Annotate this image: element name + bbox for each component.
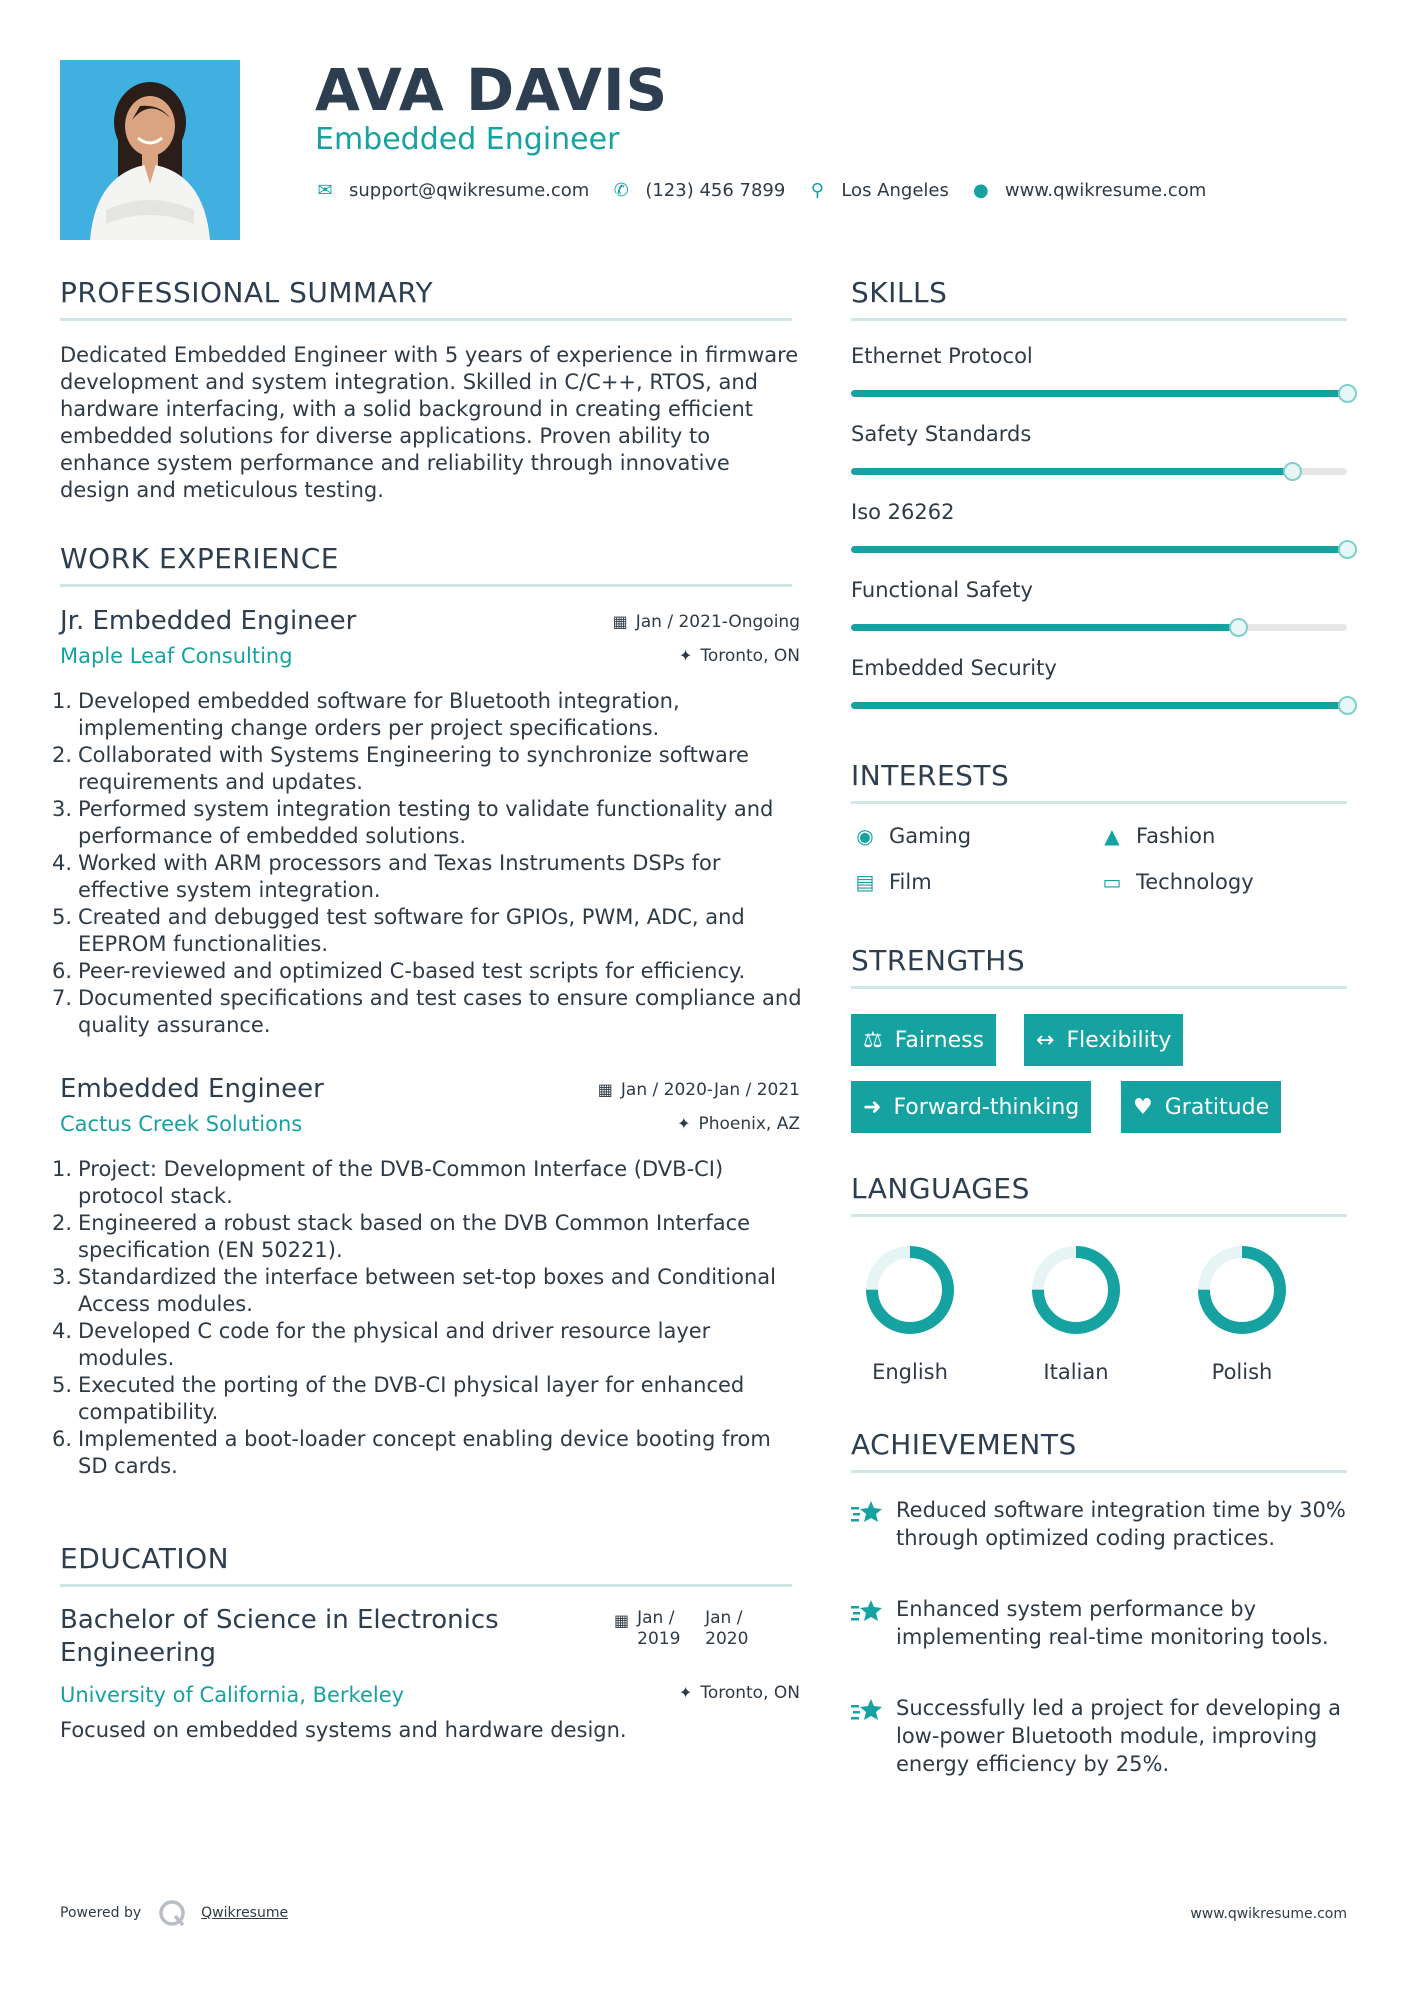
list-item: 5. Created and debugged test software for GPIOs, PWM, ADC, and EEPROM functionalities. [52,905,745,956]
job-company: Maple Leaf Consulting [60,644,293,668]
language-ring [862,1242,958,1338]
languages-heading: LANGUAGES [851,1172,1030,1205]
strength-badge-fairness [851,1014,996,1066]
job-date-text: Jan / 2020-Jan / 2021 [620,1080,800,1100]
language-italian [1011,1242,1141,1384]
education-divider [60,1584,792,1587]
list-item: 1. Developed embedded software for Bluetooth integration, implementing change orders per project specifications. [52,689,680,740]
strength-badge-forward-thinking [851,1081,1091,1133]
pushpin-icon: ✦ [678,1683,693,1702]
contact-website-text: www.qwikresume.com [1004,180,1207,201]
contact-website[interactable] [971,180,1206,201]
skill-bar-fill [851,390,1347,397]
skill-bar-knob [1338,696,1357,715]
calendar-icon: ▦ [597,1080,613,1099]
interest-label: Fashion [1136,824,1216,848]
job-location-text: Toronto, ON [700,646,800,666]
education-date [614,1608,773,1650]
footer-url[interactable]: www.qwikresume.com [1190,1906,1347,1922]
job-entry-1 [52,606,802,1046]
interest-technology [1098,870,1254,894]
job-role: Embedded Engineer [60,1074,324,1104]
list-item: 2. Collaborated with Systems Engineering to synchronize software requirements and updates. [52,743,749,794]
contact-email-text: support@qwikresume.com [349,180,590,201]
candidate-title: Embedded Engineer [315,122,620,157]
interest-fashion [1098,824,1215,848]
globe-icon: ● [972,180,989,201]
qwikresume-logo-icon [157,1898,187,1928]
interest-label: Film [889,870,932,894]
envelope-icon: ✉ [317,180,333,201]
profile-photo-illustration [60,60,240,240]
language-name: Polish [1211,1360,1273,1384]
list-item: 5. Executed the porting of the DVB-CI physical layer for enhanced compatibility. [52,1373,745,1424]
list-item: 3. Standardized the interface between set-top boxes and Conditional Access modules. [52,1265,776,1316]
education-location-text: Toronto, ON [700,1683,800,1703]
achievement-item [851,1694,1351,1784]
phone-icon: ✆ [613,180,629,201]
arrows-horizontal-icon: ↔ [1036,1027,1055,1053]
strength-label: Fairness [894,1027,985,1053]
contact-phone-text: (123) 456 7899 [645,180,786,201]
language-name: Italian [1043,1360,1109,1384]
job-role: Jr. Embedded Engineer [60,606,357,636]
interest-film [851,870,932,894]
skill-name: Safety Standards [851,422,1032,446]
achievement-text: Successfully led a project for developing a low-power Bluetooth module, improving energy efficiency by 25%. [896,1696,1342,1776]
laptop-icon: ▭ [1102,870,1122,894]
experience-heading: WORK EXPERIENCE [60,542,339,575]
strengths-divider [851,986,1347,989]
list-item: 4. Worked with ARM processors and Texas Instruments DSPs for effective system integration. [52,851,721,902]
skill-name: Ethernet Protocol [851,344,1033,368]
skill-bar [851,546,1347,553]
gamepad-icon: ◉ [856,824,874,848]
language-ring [1028,1242,1124,1338]
interest-label: Gaming [889,824,972,848]
skill-bar [851,624,1347,631]
shopping-bag-icon: ▲ [1104,824,1120,848]
strength-label: Forward-thinking [893,1094,1080,1120]
education-location [679,1683,800,1703]
footer-powered-by [60,1898,288,1928]
arrow-right-icon: ➜ [863,1094,882,1120]
balance-scale-icon: ⚖ [863,1027,883,1053]
candidate-name: AVA DAVIS [315,56,669,124]
skill-name: Embedded Security [851,656,1057,680]
list-item: 6. Implemented a boot-loader concept enabling device booting from SD cards. [52,1427,771,1478]
language-ring [1194,1242,1290,1338]
skill-bar [851,390,1347,397]
achievements-heading: ACHIEVEMENTS [851,1428,1077,1461]
skills-divider [851,318,1347,321]
qwikresume-link[interactable]: Qwikresume [201,1905,289,1921]
education-date-start: Jan / 2019 [637,1608,681,1649]
job-entry-2 [52,1074,800,1494]
strength-label: Gratitude [1164,1094,1270,1120]
job-bullets [52,1156,805,1480]
strength-badge-flexibility [1024,1014,1183,1066]
language-name: English [872,1360,948,1384]
strength-label: Flexibility [1066,1027,1172,1053]
education-heading: EDUCATION [60,1542,230,1575]
language-english [845,1242,975,1384]
summary-heading: PROFESSIONAL SUMMARY [60,276,434,309]
strengths-heading: STRENGTHS [851,944,1026,977]
language-polish [1177,1242,1307,1384]
summary-text: Dedicated Embedded Engineer with 5 years of experience in firmware development and system integration. Skilled in C/C++, RTOS, and hardware interfacing, with a solid background in creating efficient embedded solutions for diverse applications. Proven ability to enhance system performance and reliability through innovative design and meticulous testing. [60,343,799,502]
languages-divider [851,1214,1347,1217]
education-degree: Bachelor of Science in Electronics Engineering [60,1605,499,1668]
skill-bar-knob [1229,618,1248,637]
strength-badge-gratitude [1121,1081,1281,1133]
skill-name: Functional Safety [851,578,1033,602]
list-item: 6. Peer-reviewed and optimized C-based test scripts for efficiency. [52,959,746,983]
skill-bar [851,468,1347,475]
contact-phone[interactable] [611,180,785,201]
job-date-text: Jan / 2021-Ongoing [635,612,800,632]
skill-bar-fill [851,702,1347,709]
job-bullets [52,688,805,1039]
map-pin-icon: ⚲ [810,180,824,201]
shooting-star-icon [851,1597,883,1625]
achievement-item [851,1595,1351,1685]
heart-icon: ♥ [1133,1094,1153,1120]
powered-by-label: Powered by [60,1905,142,1921]
interest-gaming [851,824,971,848]
job-location [679,646,800,666]
education-description: Focused on embedded systems and hardware design. [60,1718,627,1742]
job-date [598,1080,800,1100]
contact-bar [315,180,1228,201]
skill-bar-fill [851,546,1347,553]
achievement-text: Enhanced system performance by implementing real-time monitoring tools. [896,1597,1329,1649]
interests-heading: INTERESTS [851,759,1010,792]
achievements-divider [851,1470,1347,1473]
summary-divider [60,318,792,321]
education-school: University of California, Berkeley [60,1683,405,1707]
calendar-icon: ▦ [612,612,628,631]
shooting-star-icon [851,1498,883,1526]
job-location [677,1114,800,1134]
shooting-star-icon [851,1696,883,1724]
list-item: 3. Performed system integration testing to validate functionality and performance of embedded solutions. [52,797,774,848]
experience-divider [60,584,792,587]
skill-bar-fill [851,624,1238,631]
job-company: Cactus Creek Solutions [60,1112,303,1136]
list-item: 1. Project: Development of the DVB-Common Interface (DVB-CI) protocol stack. [52,1157,724,1208]
contact-location-text: Los Angeles [841,180,949,201]
profile-photo [60,60,240,240]
list-item: 7. Documented specifications and test cases to ensure compliance and quality assurance. [52,986,802,1037]
calendar-icon: ▦ [614,1611,630,1630]
list-item: 4. Developed C code for the physical and driver resource layer modules. [52,1319,711,1370]
list-item: 2. Engineered a robust stack based on the DVB Common Interface specification (EN 50221). [52,1211,751,1262]
job-date [613,612,800,632]
contact-location [807,180,949,201]
education-date-end: Jan / 2020 [705,1608,749,1649]
pushpin-icon: ✦ [678,646,693,665]
skill-name: Iso 26262 [851,500,955,524]
pushpin-icon: ✦ [677,1114,691,1133]
job-location-text: Phoenix, AZ [698,1114,800,1134]
skill-bar [851,702,1347,709]
skill-bar-knob [1338,384,1357,403]
interest-label: Technology [1136,870,1254,894]
skill-bar-fill [851,468,1292,475]
skill-bar-knob [1283,462,1302,481]
achievement-text: Reduced software integration time by 30% through optimized coding practices. [896,1498,1346,1550]
contact-email[interactable] [315,180,589,201]
interests-divider [851,801,1347,804]
skills-heading: SKILLS [851,276,948,309]
achievement-item [851,1496,1351,1586]
film-icon: ▤ [855,870,875,894]
skill-bar-knob [1338,540,1357,559]
